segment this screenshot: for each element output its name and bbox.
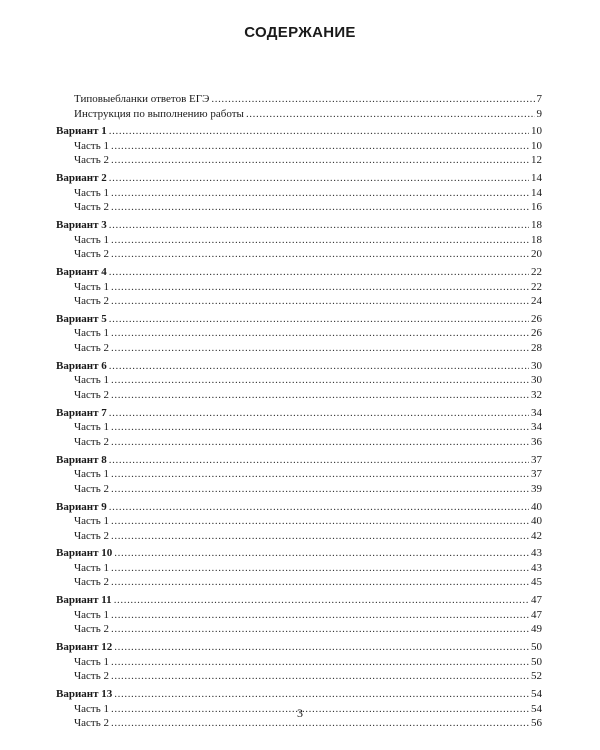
dot-leader (111, 482, 529, 497)
toc-entry-page: 34 (531, 421, 542, 434)
toc-entry-label: Часть 1 (74, 280, 109, 293)
dot-leader (211, 92, 534, 107)
dot-leader (246, 107, 535, 122)
page-number: 3 (297, 706, 303, 720)
toc-entry-label: Типовыебланки ответов ЕГЭ (74, 93, 210, 105)
toc-entry-page: 56 (531, 717, 542, 730)
dot-leader (109, 406, 529, 421)
dot-leader (109, 312, 529, 327)
dot-leader (111, 608, 529, 623)
toc-entry-page: 28 (531, 341, 542, 354)
toc-entry-label: Часть 2 (74, 529, 109, 542)
toc-entry (56, 608, 542, 623)
dot-leader (111, 233, 529, 248)
toc-entry-label: Часть 2 (74, 576, 109, 589)
toc-entry-label: Часть 1 (74, 468, 109, 481)
toc-variant-entry (56, 546, 542, 561)
toc-entry-page: 45 (531, 576, 542, 589)
toc-entry (56, 561, 542, 576)
toc-entry-label: Часть 2 (74, 295, 109, 308)
toc-variant-entry (56, 312, 542, 327)
toc-entry (56, 420, 542, 435)
toc-entry (56, 247, 542, 262)
toc-entry-label: Часть 1 (74, 233, 109, 246)
dot-leader (111, 514, 529, 529)
dot-leader (111, 388, 529, 403)
toc-entry-label: Вариант 5 (56, 312, 107, 325)
toc-entry-page: 24 (531, 295, 542, 308)
toc-entry (56, 107, 542, 122)
dot-leader (109, 124, 529, 139)
toc-entry-label: Вариант 10 (56, 547, 113, 560)
dot-leader (111, 669, 529, 684)
toc-variant-entry (56, 453, 542, 468)
toc-entry-page: 30 (531, 374, 542, 387)
toc-variant-entry (56, 359, 542, 374)
toc-entry-page: 42 (531, 529, 542, 542)
toc-entry-page: 39 (531, 482, 542, 495)
toc-entry-page: 18 (531, 219, 542, 232)
dot-leader (111, 467, 529, 482)
toc-entry (56, 655, 542, 670)
toc-entry-page: 36 (531, 435, 542, 448)
toc-entry-label: Вариант 8 (56, 453, 107, 466)
dot-leader (114, 640, 529, 655)
toc-entry-page: 47 (531, 608, 542, 621)
toc-entry-label: Часть 2 (74, 623, 109, 636)
toc-entry (56, 139, 542, 154)
toc-entry-label: Вариант 3 (56, 219, 107, 232)
toc-entry (56, 482, 542, 497)
toc-entry-page: 40 (531, 515, 542, 528)
toc-entry-label: Часть 2 (74, 248, 109, 261)
dot-leader (114, 593, 529, 608)
toc-entry-label: Вариант 1 (56, 125, 107, 138)
toc-variant-entry (56, 500, 542, 515)
dot-leader (109, 359, 529, 374)
toc-entry-page: 37 (531, 468, 542, 481)
toc-entry-label: Вариант 12 (56, 641, 113, 654)
toc-entry-page: 18 (531, 233, 542, 246)
dot-leader (114, 687, 529, 702)
toc-entry-label: Часть 2 (74, 341, 109, 354)
dot-leader (109, 500, 529, 515)
toc-entry-label: Часть 1 (74, 186, 109, 199)
toc-variant-entry (56, 171, 542, 186)
toc-variant-entry (56, 124, 542, 139)
toc-entry-page: 22 (531, 280, 542, 293)
dot-leader (111, 655, 529, 670)
toc-entry (56, 341, 542, 356)
toc-entry-label: Часть 1 (74, 515, 109, 528)
toc-entry-page: 30 (531, 359, 542, 372)
toc-variant-entry (56, 406, 542, 421)
toc-entry-label: Часть 2 (74, 670, 109, 683)
toc-entry-page: 20 (531, 248, 542, 261)
toc-entry-page: 10 (531, 139, 542, 152)
toc-entry-page: 50 (531, 641, 542, 654)
toc-entry (56, 294, 542, 309)
toc-entry-label: Часть 2 (74, 201, 109, 214)
toc-entry-page: 32 (531, 388, 542, 401)
dot-leader (111, 294, 529, 309)
toc-entry-label: Часть 1 (74, 561, 109, 574)
toc-entry-label: Вариант 2 (56, 172, 107, 185)
toc-entry-page: 22 (531, 266, 542, 279)
dot-leader (109, 453, 529, 468)
toc-entry-page: 12 (531, 154, 542, 167)
toc-entry (56, 200, 542, 215)
toc-entry-label: Вариант 4 (56, 266, 107, 279)
dot-leader (111, 186, 529, 201)
toc-entry-label: Часть 2 (74, 435, 109, 448)
dot-leader (111, 622, 529, 637)
toc-entry (56, 280, 542, 295)
toc-entry-label: Часть 1 (74, 327, 109, 340)
toc-entry-page: 54 (531, 688, 542, 701)
toc-variant-entry (56, 687, 542, 702)
toc-entry-page: 37 (531, 453, 542, 466)
toc-entry-page: 14 (531, 172, 542, 185)
toc-entry-label: Вариант 9 (56, 500, 107, 513)
toc-variant-entry (56, 218, 542, 233)
toc-entry-page: 9 (536, 107, 542, 120)
toc-entry-page: 49 (531, 623, 542, 636)
dot-leader (111, 529, 529, 544)
toc-entry-label: Часть 1 (74, 655, 109, 668)
toc-entry-label: Часть 1 (74, 421, 109, 434)
dot-leader (111, 561, 529, 576)
toc-entry (56, 514, 542, 529)
dot-leader (111, 341, 529, 356)
dot-leader (111, 326, 529, 341)
dot-leader (111, 139, 529, 154)
toc-entry-label: Часть 1 (74, 702, 109, 715)
dot-leader (111, 373, 529, 388)
toc-entry-label: Вариант 13 (56, 688, 113, 701)
toc-entry-page: 26 (531, 312, 542, 325)
toc-entry-label: Вариант 11 (56, 594, 112, 607)
toc-variant-entry (56, 265, 542, 280)
toc-entry (56, 186, 542, 201)
toc-entry-page: 43 (531, 547, 542, 560)
toc-entry-label: Часть 2 (74, 717, 109, 730)
dot-leader (111, 420, 529, 435)
dot-leader (111, 435, 529, 450)
toc-entry-label: Вариант 7 (56, 406, 107, 419)
toc-entry-page: 52 (531, 670, 542, 683)
toc-entry-page: 54 (531, 702, 542, 715)
toc-entry-label: Вариант 6 (56, 359, 107, 372)
toc-entry-label: Часть 2 (74, 482, 109, 495)
dot-leader (109, 265, 529, 280)
toc-entry-label: Часть 1 (74, 139, 109, 152)
toc-entry (56, 373, 542, 388)
toc-entry (56, 92, 542, 107)
toc-variant-entry (56, 640, 542, 655)
toc-entry-page: 10 (531, 125, 542, 138)
dot-leader (114, 546, 529, 561)
toc-entry (56, 575, 542, 590)
toc-entry-page: 14 (531, 186, 542, 199)
dot-leader (109, 171, 529, 186)
toc-entry-label: Часть 1 (74, 608, 109, 621)
dot-leader (111, 200, 529, 215)
toc-entry-label: Часть 2 (74, 388, 109, 401)
dot-leader (111, 575, 529, 590)
toc-entry (56, 326, 542, 341)
dot-leader (111, 247, 529, 262)
dot-leader (111, 153, 529, 168)
toc-entry-page: 26 (531, 327, 542, 340)
toc-variant-entry (56, 593, 542, 608)
toc-entry-page: 50 (531, 655, 542, 668)
toc-entry-page: 7 (536, 93, 542, 105)
toc-entry (56, 467, 542, 482)
page-title: СОДЕРЖАНИЕ (244, 24, 356, 41)
toc-entry (56, 529, 542, 544)
toc-entry (56, 669, 542, 684)
toc-entry-label: Часть 2 (74, 154, 109, 167)
toc-entry-label: Часть 1 (74, 374, 109, 387)
toc-entry (56, 622, 542, 637)
toc-entry (56, 435, 542, 450)
toc-entry (56, 233, 542, 248)
toc-entry-page: 47 (531, 594, 542, 607)
toc-entry-page: 40 (531, 500, 542, 513)
dot-leader (109, 218, 529, 233)
toc-entry (56, 388, 542, 403)
toc-entry-label: Инструкция по выполнению работы (74, 107, 244, 120)
toc-entry (56, 153, 542, 168)
toc-entry-page: 16 (531, 201, 542, 214)
toc-entry-page: 34 (531, 406, 542, 419)
toc-entry-page: 43 (531, 561, 542, 574)
dot-leader (111, 280, 529, 295)
table-of-contents (56, 92, 542, 731)
